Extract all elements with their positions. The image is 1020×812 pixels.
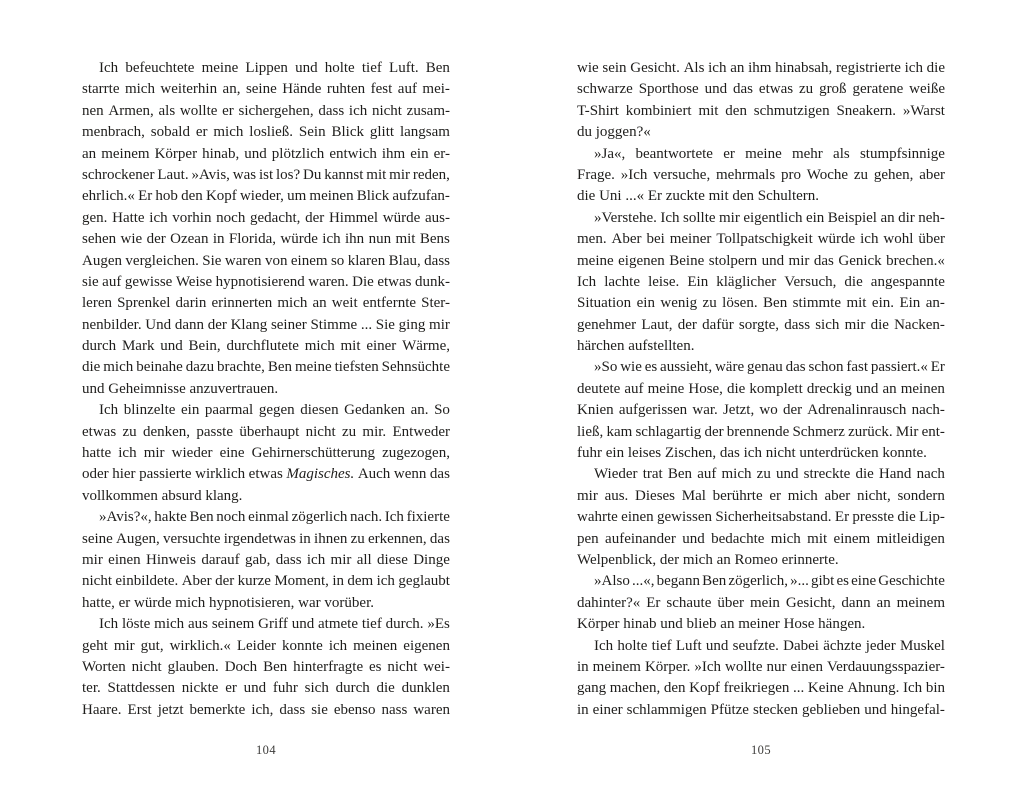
text-line: Ich holte tief Luft und seufzte. Dabei ächzte jeder Muskel [594,637,945,654]
page-number-left: 104 [256,743,276,757]
text-line: Ich blinzelte ein paarmal gegen diesen Gedanken an. So [99,402,450,419]
text-line: an meinem Körper hinab, und plötzlich entwich ihm ein er- [82,145,450,162]
page-left-text [82,58,450,721]
text-line: Haare. Erst jetzt bemerkte ich, dass sie ebenso nass waren [82,701,450,718]
text-line: menbrach, sobald er mich losließ. Sein Blick glitt langsam [82,124,450,141]
text-line: mir einen Hinweis darauf gab, dass ich mir all diese Dinge [82,551,450,568]
text-line: nen Armen, als wollte er sichergehen, dass ich nicht zusam- [82,102,450,119]
text-line: genehmer Laut, der dafür sorgte, dass sich mir die Nacken- [577,316,945,333]
text-line: durch Mark und Bein, durchflutete mich mit einer Wärme, [82,338,450,355]
text-line: die Uni ...« Er zuckte mit den Schultern. [577,188,820,205]
text-line: dahinter?« Er schaute über mein Gesicht, dann an meinem [577,594,945,611]
page-number-right: 105 [751,743,771,757]
text-line: nicht einbildete. Aber der kurze Moment, in dem ich geglaubt [82,573,450,590]
text-line: Knien aufgerissen war. Jetzt, wo der Adrenalinrausch nach- [577,402,945,419]
text-line: wie sein Gesicht. Als ich an ihm hinabsah, registrierte ich die [577,60,945,76]
text-line: Augen vergleichen. Sie waren von einem so klaren Blau, dass [82,252,450,269]
text-line: gen. Hatte ich vorhin noch gedacht, der Himmel würde aus- [82,209,450,226]
text-line: mir aus. Dieses Mal berührte er mich aber nicht, sondern [577,487,945,504]
text-line: geht mir gut, wirklich.« Leider konnte ich meinen eigenen [82,637,450,654]
text-line: du joggen?« [577,124,651,141]
text-line: fuhr ein leises Zischen, das ich nicht unterdrücken konnte. [577,445,927,462]
text-line: in meinem Körper. »Ich wollte nur einen Verdauungsspazier- [577,658,945,675]
text-line: T-Shirt kombiniert mit den schmutzigen Sneakern. »Warst [577,102,945,119]
text-line: Worten nicht glauben. Doch Ben hinterfragte es nicht wei- [82,658,450,675]
text-line: vollkommen absurd klang. [82,487,243,504]
text-line: men. Aber bei meiner Tollpatschigkeit würde ich wohl über [577,231,945,248]
text-line: schrockener Laut. »Avis, was ist los? Du kannst mit mir reden, [82,166,450,183]
text-line: wahrte einen gewissen Sicherheitsabstand. Er presste die Lip- [577,509,945,526]
text-line: pen aufeinander und bedachte mich mit einem mitleidigen [577,530,945,547]
page-left [82,58,450,798]
text-line: deutete auf meine Hose, die komplett dreckig und an meinen [577,380,945,397]
text-line: Frage. »Ich versuche, mehrmals pro Woche zu gehen, aber [577,166,945,183]
page-right [577,58,945,798]
text-line: gang machen, den Kopf freikriegen ... Keine Ahnung. Ich bin [577,680,945,697]
text-line: und Geheimnisse anzuvertrauen. [82,380,279,397]
page-right-text [577,58,945,721]
text-line: leren Sprenkel darin erinnerten mich an weit entfernte Ster- [82,295,450,312]
text-line: nenbilder. Und dann der Klang seiner Stimme ... Sie ging mir [82,316,450,333]
text-line: »Verstehe. Ich sollte mir eigentlich ein Beispiel an dir neh- [594,209,945,226]
text-line: seine Augen, versuchte irgendetwas in ihnen zu erkennen, das [82,530,450,547]
text-line: Ich lachte leise. Ein kläglicher Versuch, die angespannte [577,273,945,290]
text-line: Ich löste mich aus seinem Griff und atmete tief durch. »Es [99,616,450,633]
text-line: die mich beinahe dazu brachte, Ben meine tiefsten Sehnsüchte [82,359,450,376]
text-line: sehen wie der Ozean in Florida, würde ich ihn nun mit Bens [82,231,450,248]
text-line: ließ, kam schlagartig der brennende Schmerz zurück. Mir ent- [577,423,945,440]
text-line: »Avis?«, hakte Ben noch einmal zögerlich nach. Ich fixierte [99,509,450,526]
text-line: Körper hinab und blieb an meiner Hose hängen. [577,616,866,633]
text-line: in einer schlammigen Pfütze stecken geblieben und hingefal- [577,701,945,718]
text-line: »Also ...«, begann Ben zögerlich, »... gibt es eine Geschichte [594,573,945,590]
text-line: oder hier passierte wirklich etwas Magisches. Auch wenn das [82,466,450,483]
text-line: sie auf gewisse Weise hypnotisierend waren. Die etwas dunk- [82,273,450,290]
text-line: Welpenblick, der mich an Romeo erinnerte. [577,551,839,568]
text-line: hatte ich mir wieder eine Gehirnerschütterung zugezogen, [82,445,450,462]
text-line: schwarze Sporthose und das etwas zu groß geratene weiße [577,81,945,98]
text-line: »So wie es aussieht, wäre genau das schon fast passiert.« Er [594,359,945,376]
text-line: Situation ein wenig zu lösen. Ben stimmte mit ein. Ein an- [577,295,945,312]
text-line: hatte, er würde mich hypnotisieren, war vorüber. [82,594,374,611]
text-line: »Ja«, beantwortete er meine mehr als stumpfsinnige [594,145,945,162]
text-line: Ich befeuchtete meine Lippen und holte tief Luft. Ben [99,60,450,76]
text-line: meine eigenen Beine stolpern und mir das Genick brechen.« [577,252,945,269]
text-line: härchen aufstellten. [577,338,695,355]
text-line: etwas zu denken, passte überhaupt nicht zu mir. Entweder [82,423,450,440]
text-line: ter. Stattdessen nickte er und fuhr sich durch die dunklen [82,680,450,697]
text-line: Wieder trat Ben auf mich zu und streckte die Hand nach [594,466,945,483]
text-line: ehrlich.« Er hob den Kopf wieder, um meinen Blick aufzufan- [82,188,450,205]
text-line: starrte mich weiterhin an, seine Hände ruhten fest auf mei- [82,81,450,98]
